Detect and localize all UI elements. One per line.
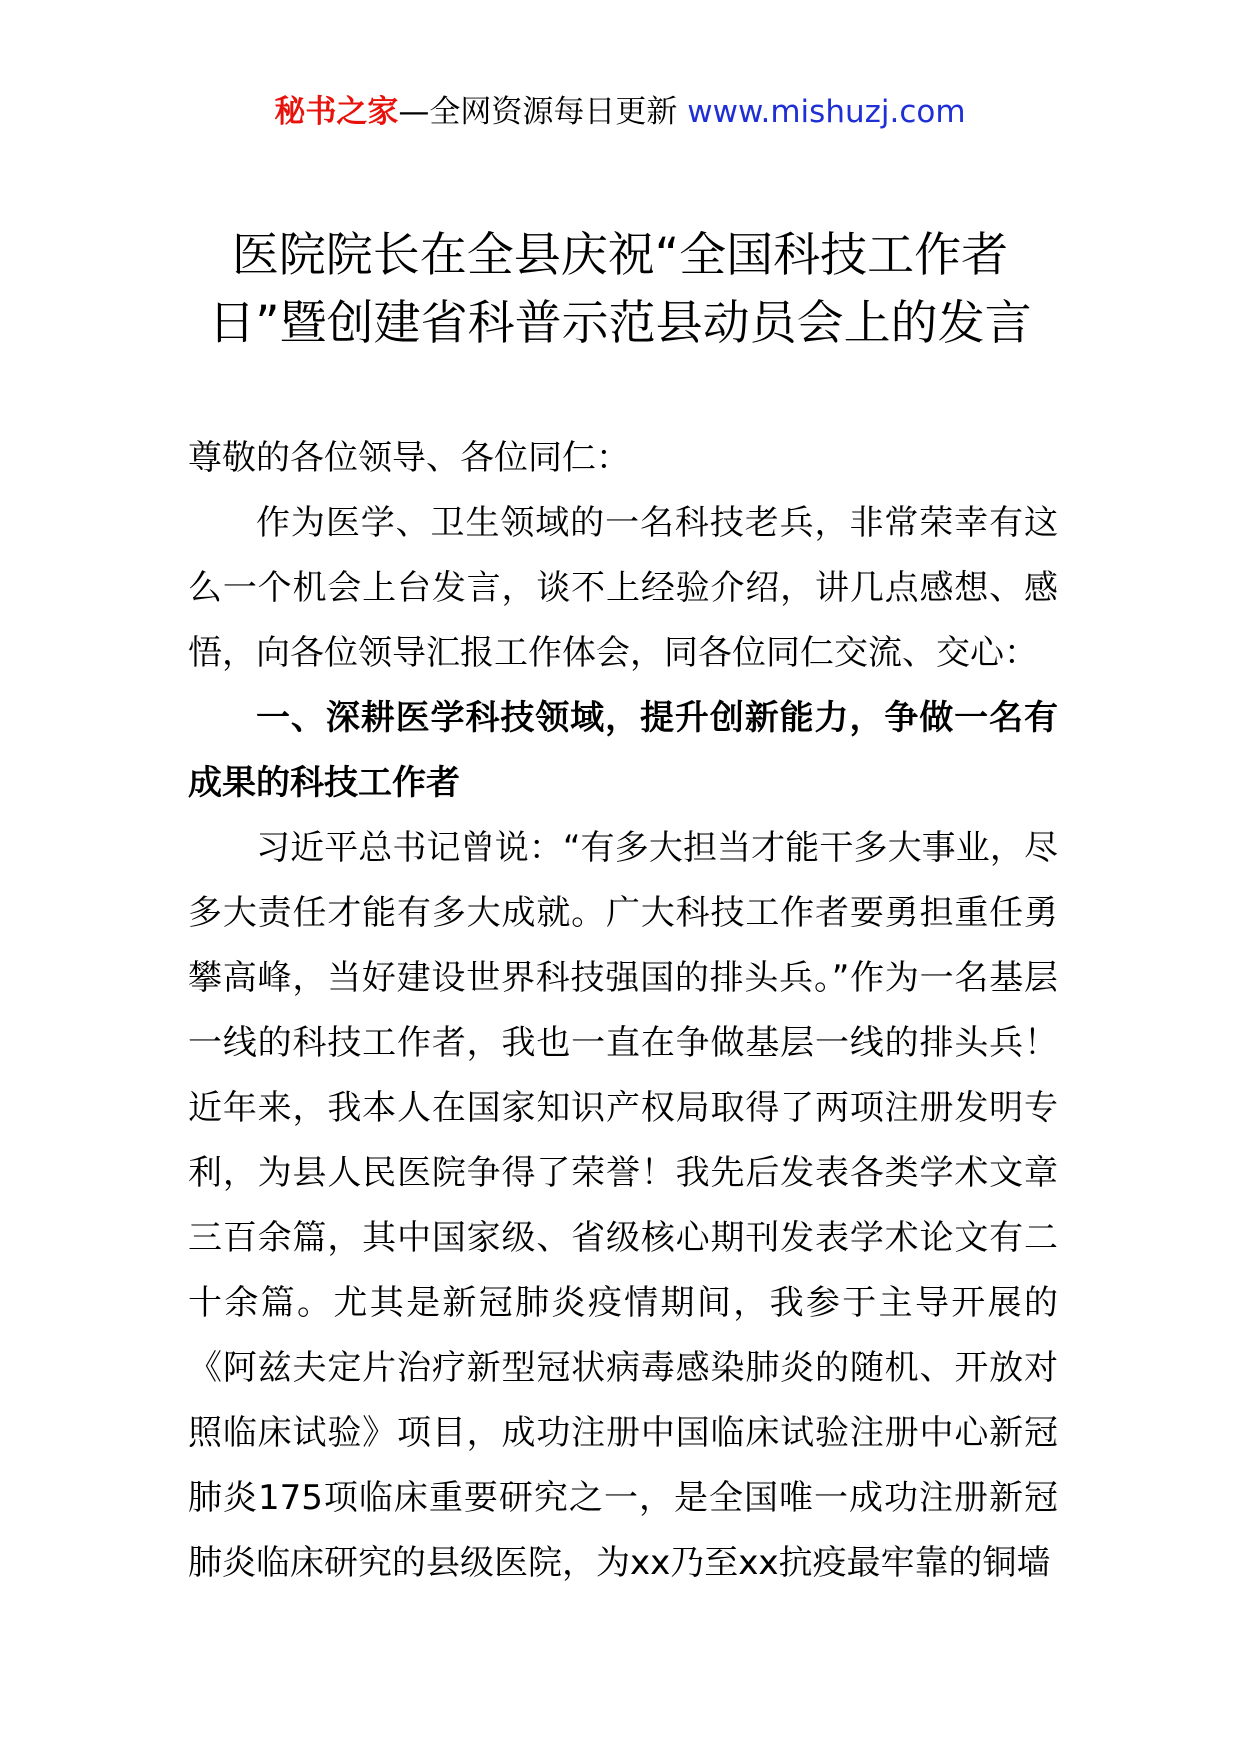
title-line-1: 医院院长在全县庆祝“全国科技工作者 [231, 228, 1009, 283]
document-body [188, 426, 1058, 1596]
site-brand: 秘书之家 [274, 94, 399, 130]
title-line-2: 日”暨创建省科普示范县动员会上的发言 [208, 296, 1032, 351]
site-header [0, 92, 1240, 132]
site-tagline: —全网资源每日更新 [398, 94, 688, 130]
document-title [150, 222, 1090, 358]
section-1-heading: 一、深耕医学科技领域，提升创新能力，争做一名有成果的科技工作者 [188, 698, 1058, 803]
site-url-link[interactable]: www.mishuzj.com [687, 94, 966, 130]
paragraph-2: 习近平总书记曾说：“有多大担当才能干多大事业，尽多大责任才能有多大成就。广大科技工作者要勇担重任勇攀高峰，当好建设世界科技强国的排头兵。”作为一名基层一线的科技工作者，我也一直在争做基层一线的排头兵！近年来，我本人在国家知识产权局取得了两项注册发明专利，为县人民医院争得了荣誉！我先后发表各类学术文章三百余篇，其中国家级、省级核心期刊发表学术论文有二十余篇。尤其是新冠肺炎疫情期间，我参于主导开展的《阿兹夫定片治疗新型冠状病毒感染肺炎的随机、开放对照临床试验》项目，成功注册中国临床试验注册中心新冠肺炎175项临床重要研究之一，是全国唯一成功注册新冠肺炎临床研究的县级医院，为xx乃至xx抗疫最牢靠的铜墙 [188, 828, 1058, 1583]
salutation: 尊敬的各位领导、各位同仁： [188, 438, 630, 478]
paragraph-1: 作为医学、卫生领域的一名科技老兵，非常荣幸有这么一个机会上台发言，谈不上经验介绍，讲几点感想、感悟，向各位领导汇报工作体会，同各位同仁交流、交心： [188, 503, 1058, 673]
